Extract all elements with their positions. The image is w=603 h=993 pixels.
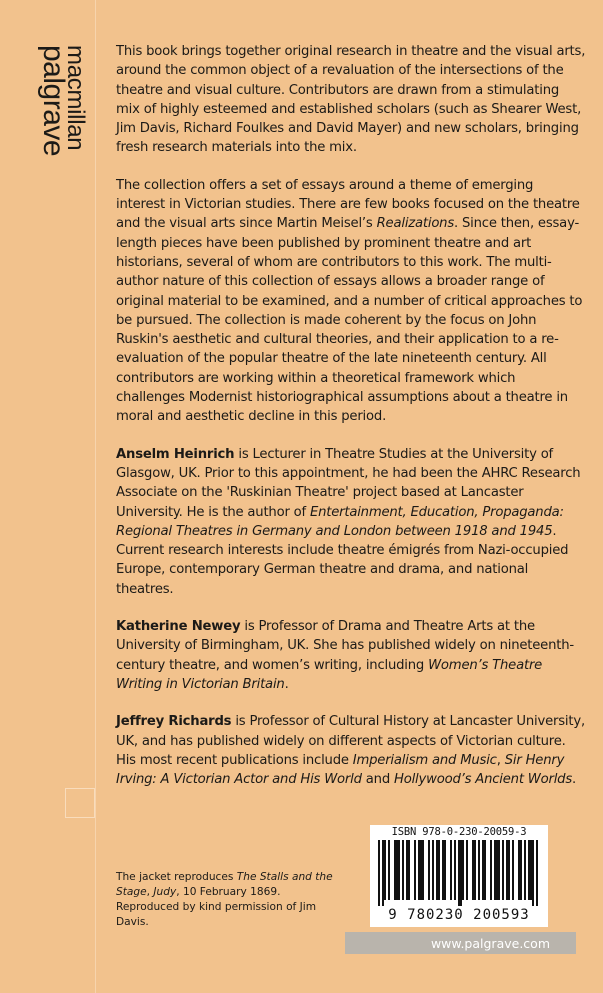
bio-text: is Professor of Cultural History at Lancaster University, UK, and has published widely on different aspects of Victorian culture. His most recent publications include xyxy=(116,714,585,768)
barcode-bar xyxy=(422,840,424,900)
barcode-bar xyxy=(502,840,504,900)
bio-name: Anselm Heinrich xyxy=(116,446,235,462)
barcode-bar xyxy=(378,840,380,906)
credit-text: , xyxy=(146,886,154,898)
barcode-bars xyxy=(378,840,540,906)
intro-p2-text: The collection offers a set of essays around a theme of emerging interest in Victorian studies. There are few books focused on the theatre and the visual arts since Martin Meisel’s xyxy=(116,177,580,232)
barcode-bar xyxy=(474,840,476,900)
intro-p2-text-cont: . Since then, essay-length pieces have been published by prominent theatre and art historians, several of whom are contributors to this work. The multi-author nature of this collection of essays allows a broader range of original material to be examined, and a number of critical approaches to be pursued. The collection is made coherent by the focus on John Ruskin's aesthetic and cultural theories, and their application to a re-evaluation of the popular theatre of the late nineteenth century. All contributors are working within a theoretical framework which challenges Modernist historiographical assumptions about a theatre in moral and aesthetic decline in this period. xyxy=(116,216,583,425)
jacket-credit xyxy=(116,870,336,930)
barcode-bar xyxy=(472,840,474,900)
barcode-bar xyxy=(508,840,510,900)
barcode-bar xyxy=(520,840,522,900)
barcode-bar xyxy=(428,840,430,900)
bio-book-title: Sir Henry Irving: A Victorian Actor and His World xyxy=(116,752,565,788)
barcode-bar xyxy=(506,840,508,900)
bio-heinrich xyxy=(116,445,586,599)
barcode-bar xyxy=(438,840,440,900)
barcode-bar xyxy=(406,840,408,900)
barcode-bar xyxy=(444,840,446,900)
bio-name: Katherine Newey xyxy=(116,619,241,635)
intro-paragraph-1: This book brings together original research in theatre and the visual arts, around the common object of a revaluation of the intersections of the theatre and visual culture. Contributors are drawn from a stimulating mix of highly esteemed and established scholars (such as Shearer West, Jim Davis, Richard Foulkes and David Mayer) and new scholars, bringing fresh research materials into the mix. xyxy=(116,44,586,156)
barcode-bar xyxy=(518,840,520,900)
barcode-bar xyxy=(484,840,486,900)
barcode-bar xyxy=(414,840,416,900)
bio-text-cont: and xyxy=(361,772,394,788)
barcode-bar xyxy=(454,840,456,900)
palgrave-macmillan-logo xyxy=(14,40,94,190)
barcode-bar xyxy=(494,840,496,900)
barcode-bar xyxy=(528,840,530,900)
barcode-bar xyxy=(512,840,514,900)
credit-artwork-title: The Stalls and the Stage xyxy=(116,871,333,898)
website-url-bar xyxy=(345,932,576,954)
website-url: www.palgrave.com xyxy=(430,935,550,951)
logo-line-macmillan: macmillan xyxy=(62,45,89,151)
credit-text: The jacket reproduces xyxy=(116,871,237,883)
barcode-bar xyxy=(432,840,434,900)
bio-richards xyxy=(116,712,586,789)
barcode-bar xyxy=(524,840,526,900)
intro-paragraph-2 xyxy=(116,176,586,427)
barcode-bar xyxy=(450,840,452,900)
credit-text: , 10 February 1869. Reproduced by kind permission of Jim Davis. xyxy=(116,886,317,928)
bio-book-title: Women’s Theatre Writing in Victorian Britain xyxy=(116,657,543,692)
logo-line-palgrave: palgrave xyxy=(37,45,70,157)
bio-name: Jeffrey Richards xyxy=(116,714,232,730)
credit-publication-title: Judy xyxy=(153,886,177,898)
decorative-square xyxy=(65,788,95,818)
barcode-bar xyxy=(394,840,396,900)
barcode-bar xyxy=(496,840,498,900)
barcode-bar xyxy=(462,840,464,900)
bio-text-cont: . xyxy=(284,676,289,692)
barcode-bar xyxy=(442,840,444,900)
bio-text-cont: , xyxy=(496,752,505,768)
barcode-bar xyxy=(388,840,390,900)
barcode-bar xyxy=(408,840,410,900)
barcode-bar xyxy=(532,840,534,906)
bio-newey xyxy=(116,617,586,694)
bio-text: is Professor of Drama and Theatre Arts at the University of Birmingham, UK. She has published widely on nineteenth-century theatre, and women’s writing, including xyxy=(116,619,574,673)
isbn-barcode xyxy=(370,825,548,927)
ean-digits: 9 780230 200593 xyxy=(388,907,530,923)
barcode-bar xyxy=(418,840,420,900)
barcode-bar xyxy=(458,840,460,906)
bio-text-cont: . xyxy=(572,772,577,788)
barcode-bar xyxy=(402,840,404,900)
barcode-bar xyxy=(498,840,500,900)
spine-divider-line xyxy=(95,0,96,993)
isbn-label: ISBN 978-0-230-20059-3 xyxy=(391,826,527,838)
barcode-bar xyxy=(384,840,386,900)
barcode-bar xyxy=(460,840,462,906)
bio-book-title: Imperialism and Music xyxy=(352,752,497,768)
barcode-bar xyxy=(466,840,468,900)
barcode-bar xyxy=(530,840,532,900)
barcode-bar xyxy=(420,840,422,900)
barcode-bar xyxy=(536,840,538,906)
barcode-bar xyxy=(478,840,480,900)
barcode-bar xyxy=(490,840,492,900)
intro-p2-title: Realizations xyxy=(376,216,455,232)
bio-text-cont: . Current research interests include theatre émigrés from Nazi-occupied Europe, contemporary German theatre and drama, and national theatres. xyxy=(116,523,569,597)
bio-text: is Lecturer in Theatre Studies at the University of Glasgow, UK. Prior to this appointment, he had been the AHRC Research Associate on the 'Ruskinian Theatre' project based at Lancaster University. He is the author of xyxy=(116,446,581,520)
bio-book-title: Hollywood’s Ancient Worlds xyxy=(394,772,573,788)
barcode-bar xyxy=(398,840,400,900)
bio-book-title: Entertainment, Education, Propaganda: Regional Theatres in Germany and London between 1918 and 1945 xyxy=(116,504,564,539)
barcode-bar xyxy=(436,840,438,900)
barcode-bar xyxy=(482,840,484,900)
back-cover-text xyxy=(116,42,586,807)
barcode-bar xyxy=(382,840,384,906)
barcode-bar xyxy=(396,840,398,900)
